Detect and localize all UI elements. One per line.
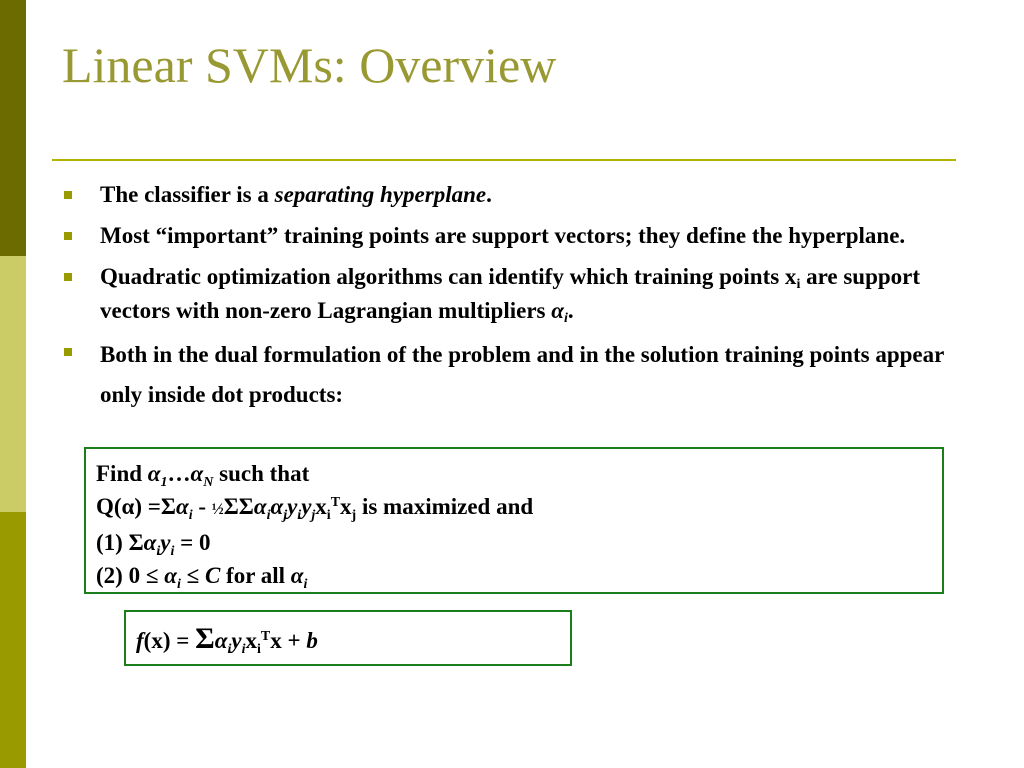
subscript: i [156,544,161,559]
dual-formulation-box [84,447,944,594]
subscript: i [563,311,568,326]
alpha-symbol: α [214,628,228,653]
bullet-4-text: Both in the dual formulation of the problem and in the solution training points appear only inside dot products: [100,342,944,407]
alpha-symbol: α [551,298,564,323]
formula-text: for all [220,563,291,588]
subscript: 1 [160,475,168,490]
square-bullet-icon [64,232,72,240]
formula-text: is maximized and [356,494,534,519]
formula-text: such that [213,461,310,486]
c-symbol: C [204,563,221,588]
formula-text: Find [96,461,148,486]
f-symbol: f [136,628,144,653]
side-bar-top [0,0,26,256]
square-bullet-icon [64,348,72,356]
square-bullet-icon [64,191,72,199]
bullet-1-emphasis: separating hyperplane [274,182,487,207]
bullet-2 [62,219,962,253]
half-fraction: ½ [211,501,224,518]
formula-text: … [167,461,191,486]
formula-text: = 0 [174,530,211,555]
formula-text: Q(α) =Σ [96,494,176,519]
b-symbol: b [306,628,318,653]
alpha-symbol: α [164,563,177,588]
formula-line-constraint-1 [96,526,942,559]
formula-text: ΣΣ [223,494,254,519]
x-symbol: x [340,494,352,519]
subscript: i [297,508,302,523]
formula-text: ≤ [180,563,205,588]
side-bar-bottom [0,512,26,768]
alpha-symbol: α [270,494,284,519]
superscript: T [260,629,271,644]
x-symbol: x [245,628,257,653]
subscript: i [188,508,193,523]
subscript: i [170,544,175,559]
subscript: j [351,508,357,523]
bullet-1-period: . [486,182,492,207]
bullet-3-text: Quadratic optimization algorithms can identify which training points x [100,264,797,289]
subscript: j [283,508,288,523]
formula-line-decision [136,622,570,657]
subscript: N [203,475,214,490]
x-symbol: x [315,494,327,519]
alpha-symbol: α [175,494,189,519]
subscript: i [266,508,271,523]
bullet-4 [62,335,962,415]
formula-text: (1) Σ [96,530,144,555]
superscript: T [330,495,341,510]
subscript: j [311,508,316,523]
alpha-symbol: α [253,494,267,519]
alpha-symbol: α [190,461,204,486]
formula-text: (2) 0 ≤ [96,563,165,588]
y-symbol: y [160,530,171,555]
side-bar-middle [0,256,26,512]
bullet-3 [62,260,962,328]
formula-line-find [96,457,942,490]
bullet-2-text: Most “important” training points are support vectors; they define the hyperplane. [100,223,906,248]
y-symbol: y [301,494,312,519]
bullet-3-period: . [567,298,574,323]
formula-line-objective [96,490,942,526]
formula-text: x + [270,628,307,653]
formula-line-constraint-2 [96,559,942,592]
subscript: i [241,642,246,657]
slide-title: Linear SVMs: Overview [62,37,557,93]
subscript: i [303,577,308,592]
y-symbol: y [231,628,242,653]
bullet-1-text: The classifier is a [100,182,275,207]
sigma-symbol: Σ [195,622,215,655]
subscript: i [227,642,232,657]
alpha-symbol: α [290,563,304,588]
alpha-symbol: α [143,530,157,555]
bullet-list [62,178,962,422]
subscript: i [256,642,261,657]
formula-text: - [192,494,212,519]
square-bullet-icon [64,273,72,281]
decision-function-box [124,610,572,666]
title-divider [52,159,956,161]
bullet-3-text-cont: are support vectors with non-zero Lagrangian multipliers [100,264,921,323]
alpha-symbol: α [147,461,161,486]
subscript: i [326,508,331,523]
subscript: i [796,277,801,292]
y-symbol: y [287,494,298,519]
bullet-1 [62,178,962,212]
formula-text: (x) = [143,628,196,653]
subscript: i [176,577,181,592]
